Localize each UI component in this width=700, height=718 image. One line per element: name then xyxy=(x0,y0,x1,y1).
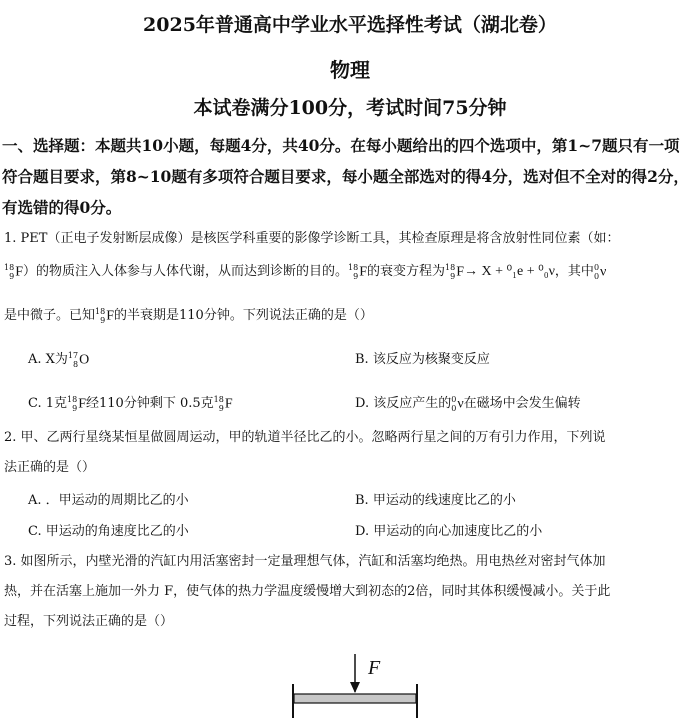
q2-line1: 2. 甲、乙两行星绕某恒星做圆周运动，甲的轨道半径比乙的小。忽略两行星之间的万有引力作用，下列说 xyxy=(4,430,606,445)
q1-line2 xyxy=(4,262,606,282)
decay-equation: → X + ⁰₁e + ⁰₀ν xyxy=(463,264,555,279)
q2-option-a: A. ．甲运动的周期比乙的小 xyxy=(28,493,189,508)
neutrino-symbol: 0 0 ν xyxy=(593,262,607,281)
isotope-f18: 18 9 F xyxy=(445,262,464,281)
isotope-f18: 18 9 F xyxy=(95,306,114,325)
piston xyxy=(294,694,416,703)
q3-line1: 3. 如图所示，内壁光滑的汽缸内用活塞密封一定量理想气体，汽缸和活塞均绝热。用电热丝对密封气体加 xyxy=(4,554,606,569)
exam-title: 2025年普通高中学业水平选择性考试（湖北卷） xyxy=(143,14,557,36)
q1-line2-text-a: ）的物质注入人体参与人体代谢，从而达到诊断的目的。 xyxy=(22,264,348,279)
q1-line3-text-a: 是中微子。已知 xyxy=(4,308,96,323)
q1-line2-text-c: ，其中 xyxy=(554,264,594,279)
q3-line3: 过程，下列说法正确的是（） xyxy=(4,614,174,629)
isotope-o17: 17 8 O xyxy=(67,350,90,369)
force-label: F xyxy=(368,657,381,679)
q2-option-c: C. 甲运动的角速度比乙的小 xyxy=(28,524,189,539)
subject-title: 物理 xyxy=(330,58,370,82)
cylinder-diagram xyxy=(280,652,430,718)
q1-line1: 1. PET（正电子发射断层成像）是核医学科重要的影像学诊断工具，其检查原理是将含放射性同位素（如： xyxy=(4,231,620,246)
exam-info: 本试卷满分100分，考试时间75分钟 xyxy=(193,97,507,119)
neutrino-symbol: 0 0 ν xyxy=(451,394,464,413)
isotope-f18: 18 9 F xyxy=(67,394,87,413)
q1-line3-text-b: 的半衰期是110分钟。下列说法正确的是（） xyxy=(114,308,373,323)
q2-option-d: D. 甲运动的向心加速度比乙的小 xyxy=(355,524,543,539)
q1-option-c: C. 1克 18 9 F经110分钟剩下 0.5克 18 9 F xyxy=(28,394,233,413)
q1-option-d: D. 该反应产生的 0 0 ν在磁场中会发生偏转 xyxy=(355,394,581,413)
force-arrow-head xyxy=(350,682,360,693)
isotope-f18: 18 9 F xyxy=(4,262,23,281)
q1-option-a: A. X为 17 8 O xyxy=(28,350,90,369)
isotope-f18: 18 9 F xyxy=(213,394,233,413)
q1-option-b: B. 该反应为核聚变反应 xyxy=(355,352,490,367)
q1-line2-text-b: 的衰变方程为 xyxy=(366,264,445,279)
q2-line2: 法正确的是（） xyxy=(4,460,96,475)
section-intro: 一、选择题：本题共10小题，每题4分，共40分。在每小题给出的四个选项中，第1~7题只有一项符合题目要求，第8~10题有多项符合题目要求，每小题全部选对的得4分，选对但不全对的得2分，有选错的得0分。 xyxy=(2,136,689,217)
q3-line2: 热，并在活塞上施加一外力 F，使气体的热力学温度缓慢增大到初态的2倍，同时其体积缓慢减小。关于此 xyxy=(4,584,611,599)
q1-line3 xyxy=(4,306,373,326)
q2-option-b: B. 甲运动的线速度比乙的小 xyxy=(355,493,516,508)
isotope-f18: 18 9 F xyxy=(348,262,367,281)
